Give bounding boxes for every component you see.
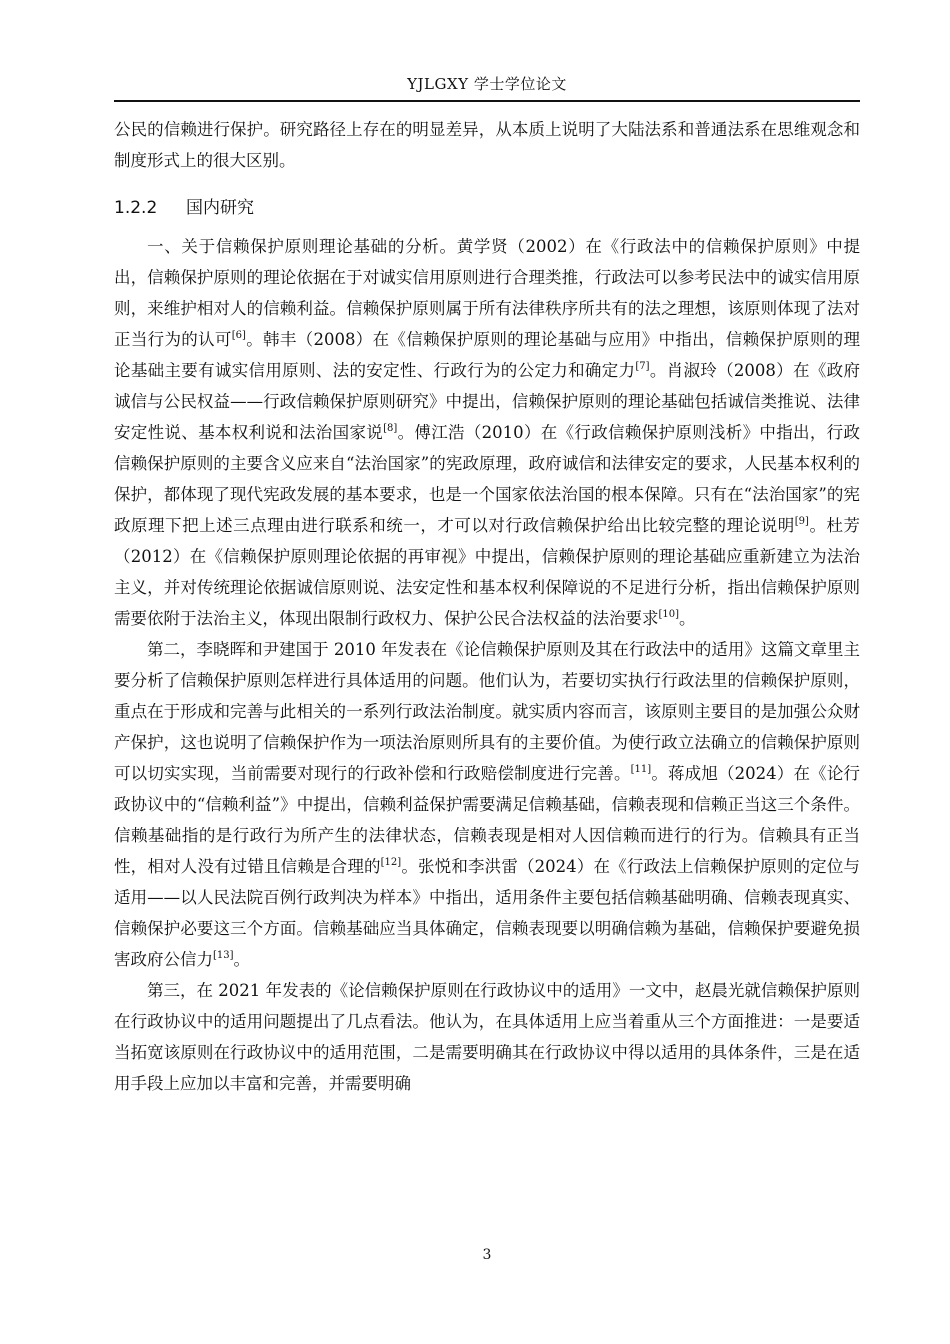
section-heading	[114, 176, 860, 231]
citation-11: [11]	[630, 763, 652, 775]
p1-text-1: 一、关于信赖保护原则理论基础的分析。黄学贤（2002）在《行政法中的信赖保护原则》中提出，信赖保护原则的理论依据在于对诚实信用原则进行合理类推，行政法可以参考民法中的诚实信用原则，来维护相对人的信赖利益。信赖保护原则属于所有法律秩序所共有的法之理想，该原则体现了法对正当行为的认可	[114, 237, 860, 349]
paragraph-administrative-agreement: 第三，在 2021 年发表的《论信赖保护原则在行政协议中的适用》一文中，赵晨光就信赖保护原则在行政协议中的适用问题提出了几点看法。他认为，在具体适用上应当着重从三个方面推进：一是要适当拓宽该原则在行政协议中的适用范围，二是需要明确其在行政协议中得以适用的具体条件，三是在适用手段上应加以丰富和完善，并需要明确	[114, 981, 860, 1093]
body-text	[114, 114, 860, 1099]
citation-8: [8]	[383, 422, 398, 434]
p2-text-3: 。张悦和李洪雷（2024）在《行政法上信赖保护原则的定位与适用——以人民法院百例行政判决为样本》中指出，适用条件主要包括信赖基础明确、信赖表现真实、信赖保护必要这三个方面。信赖基础应当具体确定，信赖表现要以明确信赖为基础，信赖保护要避免损害政府公信力	[114, 857, 860, 969]
p1-text-4: 。傅江浩（2010）在《行政信赖保护原则浅析》中指出，行政信赖保护原则的主要含义应来自“法治国家”的宪政原理，政府诚信和法律安定的要求，人民基本权利的保护，都体现了现代宪政发展的基本要求，也是一个国家依法治国的根本保障。只有在“法治国家”的宪政原理下把上述三点理由进行联系和统一，才可以对行政信赖保护给出比较完整的理论说明	[114, 423, 860, 535]
intro-paragraph: 公民的信赖进行保护。研究路径上存在的明显差异，从本质上说明了大陆法系和普通法系在思维观念和制度形式上的很大区别。	[114, 120, 860, 170]
p1-text-6: 。	[679, 609, 696, 628]
citation-13: [13]	[213, 949, 234, 961]
header-rule	[114, 100, 860, 102]
p1-text-2: 。韩丰（2008）在《信赖保护原则的理论基础与应用》中指出，信赖保护原则的理论基础主要有诚实信用原则、法的安定性、行政行为的公定力和确定力	[114, 330, 861, 380]
p2-text-1: 第二，李晓晖和尹建国于 2010 年发表在《论信赖保护原则及其在行政法中的适用》这篇文章里主要分析了信赖保护原则怎样进行具体适用的问题。他们认为，若要切实执行行政法里的信赖保护原则，重点在于形成和完善与此相关的一系列行政法治制度。就实质内容而言，该原则主要目的是加强公众财产保护，这也说明了信赖保护作为一项法治原则所具有的主要价值。为使行政立法确立的信赖保护原则可以切实实现，当前需要对现行的行政补偿和行政赔偿制度进行完善。	[114, 640, 860, 783]
paragraph-application	[114, 634, 860, 975]
p1-text-3: 。肖淑玲（2008）在《政府诚信与公民权益——行政信赖保护原则研究》中提出，信赖保护原则的理论基础包括诚信类推说、法律安定性说、基本权利说和法治国家说	[114, 361, 860, 442]
p1-text-5: 。杜芳（2012）在《信赖保护原则理论依据的再审视》中提出，信赖保护原则的理论基础应重新建立为法治主义，并对传统理论依据诚信原则说、法安定性和基本权利保障说的不足进行分析，指出信赖保护原则需要依附于法治主义，体现出限制行政权力、保护公民合法权益的法治要求	[114, 516, 861, 628]
citation-9: [9]	[794, 515, 809, 527]
citation-7: [7]	[635, 360, 650, 372]
p2-text-2: 。蒋成旭（2024）在《论行政协议中的“信赖利益”》中提出，信赖利益保护需要满足信赖基础，信赖表现和信赖正当这三个条件。信赖基础指的是行政行为所产生的法律状态，信赖表现是相对人因信赖而进行的行为。信赖具有正当性，相对人没有过错且信赖是合理的	[114, 764, 861, 876]
paragraph-theoretical-basis	[114, 231, 860, 634]
citation-12: [12]	[380, 856, 402, 868]
citation-6: [6]	[231, 329, 246, 341]
citation-10: [10]	[658, 608, 680, 620]
p2-text-4: 。	[233, 950, 251, 969]
section-title: 国内研究	[186, 198, 254, 218]
section-number: 1.2.2	[114, 198, 158, 218]
page-number: 3	[482, 1247, 492, 1263]
running-header: YJLGXY 学士学位论文	[407, 75, 567, 93]
